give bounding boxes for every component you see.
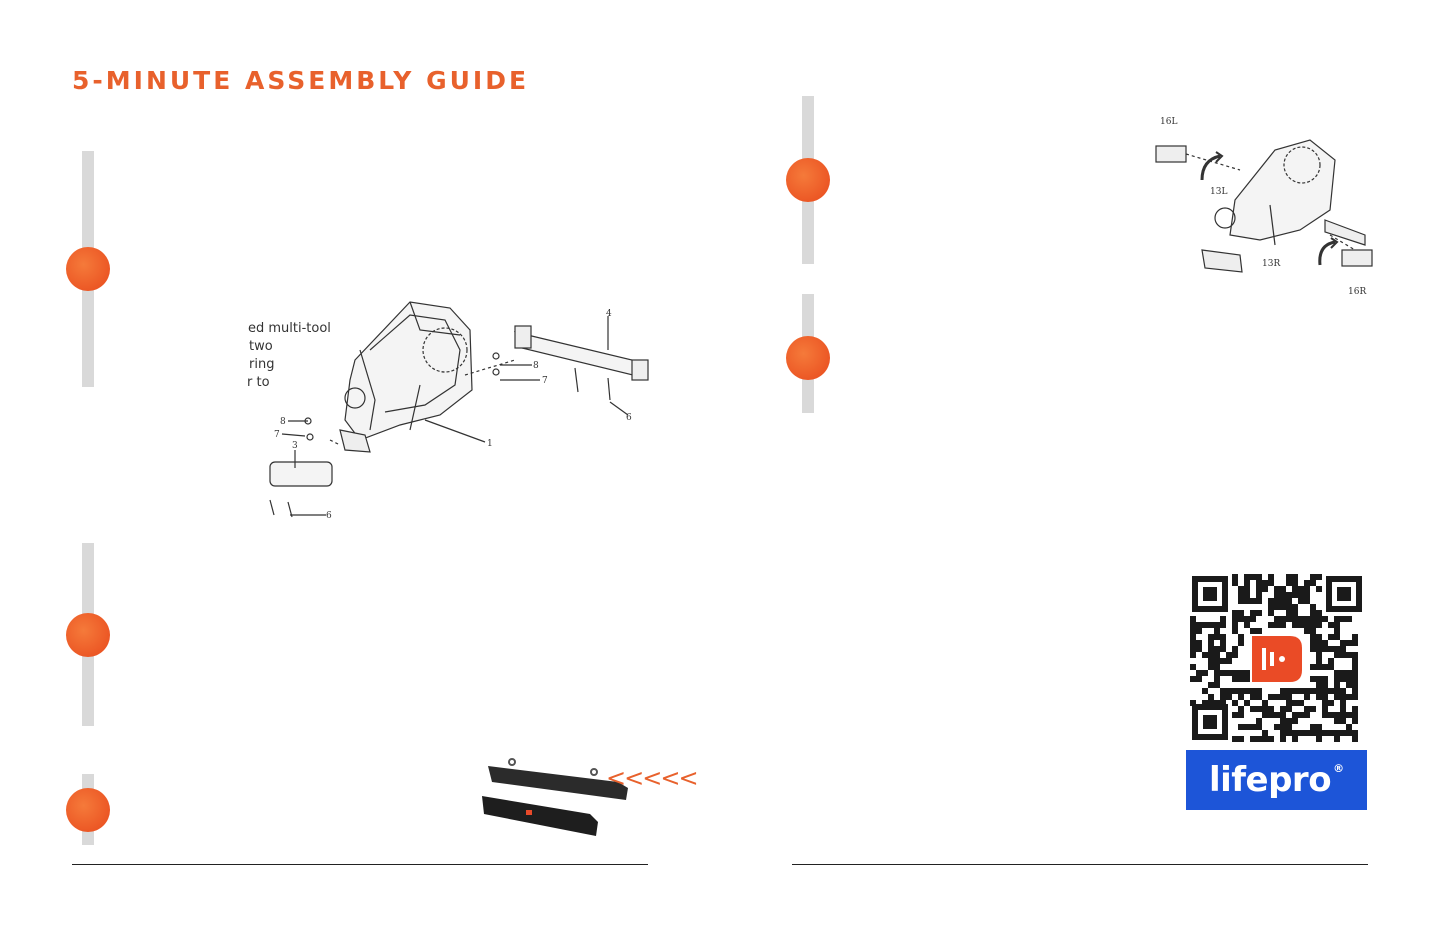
part-label: 8 xyxy=(533,361,539,371)
part-label: 6 xyxy=(626,413,632,423)
lifepro-play-icon xyxy=(1252,636,1302,682)
part-label: 7 xyxy=(274,430,280,440)
part-label: 13L xyxy=(1210,187,1228,197)
qr-code xyxy=(1186,570,1368,746)
part-label: 13R xyxy=(1262,259,1281,269)
step-1-dot xyxy=(66,247,110,291)
exploded-assembly-diagram xyxy=(260,290,660,530)
foot-cap-diagram xyxy=(1150,110,1380,300)
step-1-text-fragment: ed multi-tool xyxy=(248,321,331,336)
step-5-dot xyxy=(786,336,830,380)
step-1-text-fragment: two xyxy=(249,339,273,354)
step-1-text-fragment: r to xyxy=(247,375,270,390)
step-2-dot xyxy=(66,613,110,657)
part-label: 16L xyxy=(1160,117,1178,127)
part-label: 3 xyxy=(292,441,298,451)
part-label: 4 xyxy=(606,309,612,319)
part-label: 1 xyxy=(487,439,493,449)
part-label: 8 xyxy=(280,417,286,427)
step-1-text-fragment: ring xyxy=(249,357,275,372)
lifepro-logo xyxy=(1186,750,1367,810)
part-label: 6 xyxy=(326,511,332,521)
part-label: 7 xyxy=(542,376,548,386)
registered-mark: ® xyxy=(1333,761,1345,775)
right-page-footer-rule xyxy=(792,864,1368,865)
left-page-footer-rule xyxy=(72,864,648,865)
brand-name: lifepro xyxy=(1208,760,1332,800)
chevron-arrows-icon: <<<<< xyxy=(606,764,697,792)
step-3-dot xyxy=(66,788,110,832)
page-title: 5-MINUTE ASSEMBLY GUIDE xyxy=(72,66,530,95)
step-4-dot xyxy=(786,158,830,202)
part-label: 16R xyxy=(1348,287,1367,297)
